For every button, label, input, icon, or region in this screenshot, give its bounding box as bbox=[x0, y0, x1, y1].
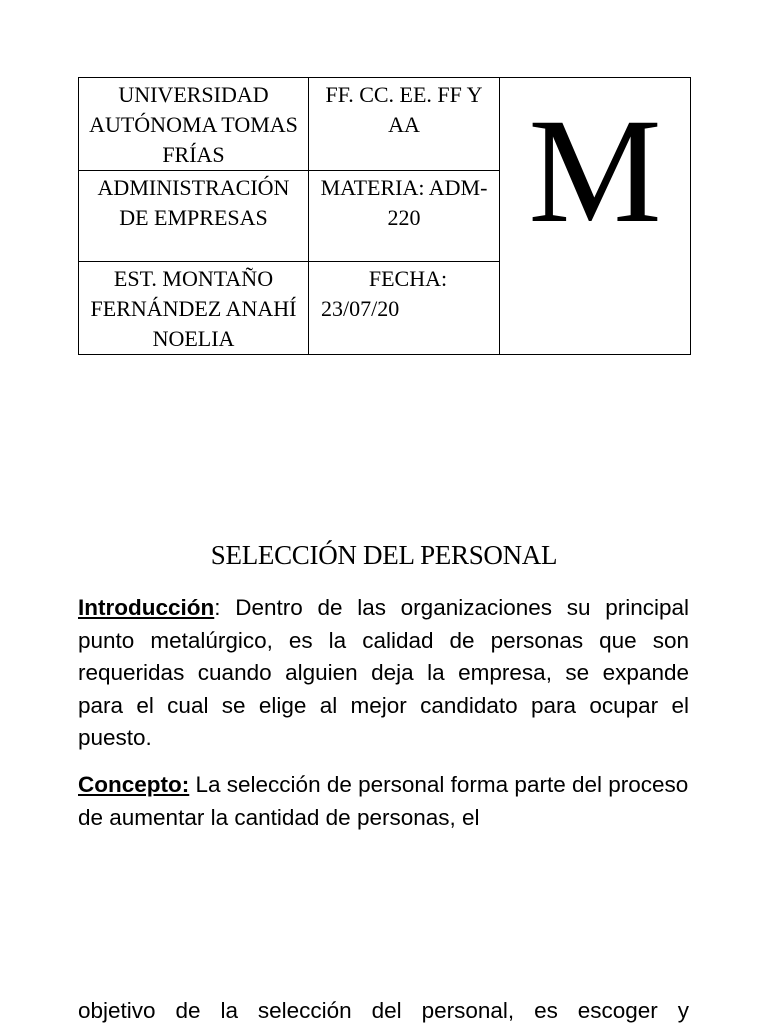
university-cell: UNIVERSIDAD AUTÓNOMA TOMAS FRÍAS bbox=[79, 78, 309, 171]
concept-text: La selección de personal forma parte del proceso de aumentar la cantidad de personas, el bbox=[78, 772, 689, 830]
continuation-paragraph: objetivo de la selección del personal, es escoger y bbox=[78, 998, 689, 1023]
intro-paragraph bbox=[78, 592, 689, 755]
logo-cell bbox=[500, 78, 691, 355]
concept-heading: Concepto: bbox=[78, 772, 190, 797]
header-table bbox=[78, 77, 691, 355]
document-title: SELECCIÓN DEL PERSONAL bbox=[210, 540, 558, 570]
subject-cell: MATERIA: ADM-220 bbox=[309, 171, 500, 262]
concept-paragraph bbox=[78, 769, 689, 834]
logo-letter: M bbox=[528, 88, 662, 254]
date-cell bbox=[309, 262, 500, 355]
intro-text: : Dentro de las organizaciones su principal punto metalúrgico, es la calidad de personas que son requeridas cuando alguien deja la empresa, se expande para el cual se elige al mejor candidato para ocupar el puesto. bbox=[78, 595, 689, 750]
date-value: 23/07/20 bbox=[321, 296, 400, 321]
faculty-cell: FF. CC. EE. FF Y AA bbox=[309, 78, 500, 171]
date-label: FECHA: bbox=[368, 266, 448, 291]
career-cell: ADMINISTRACIÓN DE EMPRESAS bbox=[79, 171, 309, 262]
intro-heading: Introducción bbox=[78, 595, 215, 620]
student-cell: EST. MONTAÑO FERNÁNDEZ ANAHÍ NOELIA bbox=[79, 262, 309, 355]
